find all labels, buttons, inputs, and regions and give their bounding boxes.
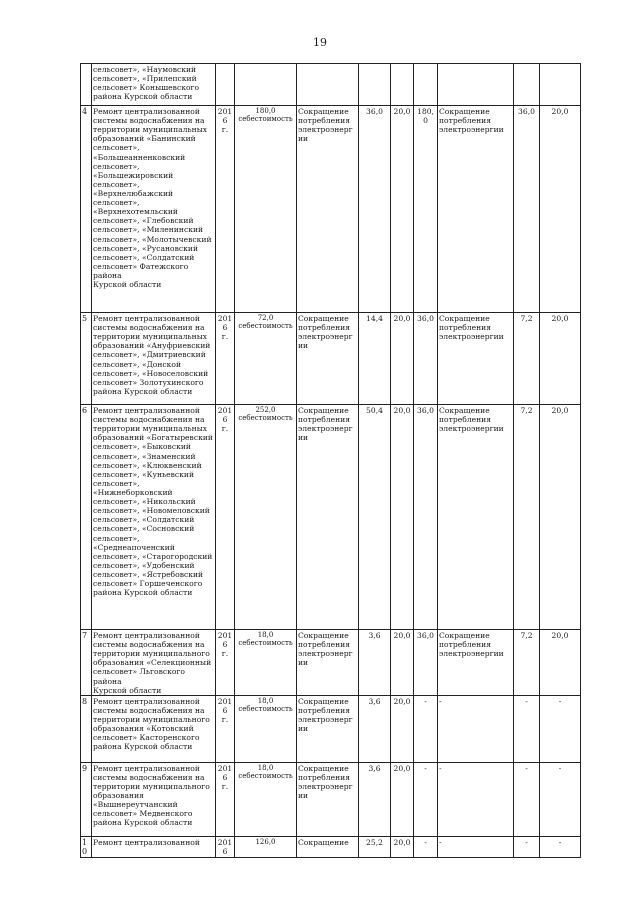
cost-value: 252,0: [255, 406, 276, 414]
cell-value-2: -: [514, 695, 540, 762]
cost-basis: себестоимость: [238, 115, 293, 124]
cost-basis: себестоимость: [238, 322, 293, 331]
table-row: [81, 405, 581, 630]
cell-value: 3,6: [359, 762, 391, 836]
cell-measure-name: сельсовет», «Наумовский сельсовет», «Прилепский сельсовет» Конышевского района Курской области: [92, 64, 216, 106]
table-row: [81, 630, 581, 696]
cost-basis: себестоимость: [238, 705, 293, 714]
cell-period-2: 20,0: [540, 630, 581, 696]
cell-cost: [235, 313, 297, 405]
cell-effect-2: Сокращение потребления электроэнергии: [438, 630, 514, 696]
cell-effect-2: Сокращение потребления электроэнергии: [438, 106, 514, 313]
cost-basis: себестоимость: [238, 639, 293, 648]
cell-period: 180,0: [414, 106, 438, 313]
cost-value: 180,0: [255, 107, 276, 115]
cell-flag: 20,0: [391, 762, 414, 836]
cell-measure-name: Ремонт централизованной системы водоснабжения на территории муниципального образования «Вышнереутчанский сельсовет» Медвенского района Курской области: [92, 762, 216, 836]
cell-effect: Сокращение потребления электроэнергии: [297, 405, 359, 630]
cell-period: -: [414, 762, 438, 836]
cell-effect: Сокращение потребления электроэнергии: [297, 313, 359, 405]
cell-effect: Сокращение потребления электроэнергии: [297, 106, 359, 313]
cell-effect-2: Сокращение потребления электроэнергии: [438, 405, 514, 630]
cell-cost: [235, 630, 297, 696]
cell-year: 2016 г.: [216, 630, 235, 696]
cell-value: 14,4: [359, 313, 391, 405]
cell-year: 2016 г.: [216, 405, 235, 630]
cell-period-2: 20,0: [540, 313, 581, 405]
table-row: [81, 836, 581, 857]
cell-flag: 20,0: [391, 106, 414, 313]
page-number: 19: [313, 36, 327, 49]
table-row: [81, 695, 581, 762]
cell-value: 25,2: [359, 836, 391, 857]
table-row: [81, 313, 581, 405]
cell-year: 2016 г.: [216, 313, 235, 405]
cell-value-2: -: [514, 762, 540, 836]
cell-flag: 20,0: [391, 695, 414, 762]
cell-period: -: [414, 695, 438, 762]
cell-effect: Сокращение потребления электроэнергии: [297, 630, 359, 696]
cell-flag: 20,0: [391, 630, 414, 696]
cell-period-2: -: [540, 762, 581, 836]
cell-flag: 20,0: [391, 405, 414, 630]
table-body: [81, 64, 581, 858]
cell-number: 8: [81, 695, 92, 762]
cell-value-2: 7,2: [514, 313, 540, 405]
cell-period-2: -: [540, 836, 581, 857]
cell-effect: Сокращение: [297, 836, 359, 857]
cell-cost: [235, 405, 297, 630]
cell-measure-name: Ремонт централизованной системы водоснабжения на территории муниципальных образований «Банинский сельсовет», «Большеанненковский сельсовет», «Большежировский сельсовет», «Верхнелюбажский сельсовет», «Верхнехотемльский сельсовет», «Глебовский сельсовет», «Миленинский сельсовет», «Молотычевский сельсовет», «Русановский сельсовет», «Солдатский сельсовет» Фатежского района Курской области: [92, 106, 216, 313]
cell-measure-name: Ремонт централизованной: [92, 836, 216, 857]
cell-value: 3,6: [359, 630, 391, 696]
cell-effect-2: -: [438, 762, 514, 836]
cell-period-2: 20,0: [540, 106, 581, 313]
cell-measure-name: Ремонт централизованной системы водоснабжения на территории муниципальных образований «Богатыревский сельсовет», «Быковский сельсовет», «Знаменский сельсовет», «Клюквенский сельсовет», «Куньевский сельсовет», «Нижнеборковский сельсовет», «Никольский сельсовет», «Новомеловский сельсовет», «Солдатский сельсовет», «Сосновский сельсовет», «Среднеапоченский сельсовет», «Старогородский сельсовет», «Удобенский сельсовет», «Ястребовский сельсовет» Горшеченского района Курской области: [92, 405, 216, 630]
table-row: [81, 106, 581, 313]
cell-measure-name: Ремонт централизованной системы водоснабжения на территории муниципального образования «Котовский сельсовет» Касторенского района Курской области: [92, 695, 216, 762]
cell-number: 10: [81, 836, 92, 857]
cell-period: 36,0: [414, 405, 438, 630]
cost-value: 18,0: [257, 631, 274, 639]
cell-value: 36,0: [359, 106, 391, 313]
cell-value-2: 36,0: [514, 106, 540, 313]
cell-value-2: 7,2: [514, 630, 540, 696]
table-row-continuation: [81, 64, 581, 106]
cell-period-2: -: [540, 695, 581, 762]
cell-effect: Сокращение потребления электроэнергии: [297, 762, 359, 836]
cell-measure-name: Ремонт централизованной системы водоснабжения на территории муниципальных образований «Ануфриевский сельсовет», «Дмитриевский сельсовет», «Донской сельсовет», «Новоселовский сельсовет» Золотухинского района Курской области: [92, 313, 216, 405]
cell-period: 36,0: [414, 630, 438, 696]
cell-value: 3,6: [359, 695, 391, 762]
cell-cost: [235, 106, 297, 313]
cell-flag: 20,0: [391, 836, 414, 857]
cell-year: 2016 г.: [216, 106, 235, 313]
cost-value: 126,0: [255, 837, 276, 846]
cell-year: 2016 г.: [216, 695, 235, 762]
cell-year: 2016 г.: [216, 762, 235, 836]
cell-value-2: 7,2: [514, 405, 540, 630]
cell-year: 2016: [216, 836, 235, 857]
cell-effect-2: Сокращение потребления электроэнергии: [438, 313, 514, 405]
cell-period: 36,0: [414, 313, 438, 405]
table-row: [81, 762, 581, 836]
cell-effect-2: -: [438, 695, 514, 762]
cell-effect: Сокращение потребления электроэнергии: [297, 695, 359, 762]
cell-number: 9: [81, 762, 92, 836]
cell-cost: [235, 762, 297, 836]
cell-number: 5: [81, 313, 92, 405]
cost-value: 72,0: [257, 314, 274, 322]
cell-value: 50,4: [359, 405, 391, 630]
cell-period: -: [414, 836, 438, 857]
cell-number: 7: [81, 630, 92, 696]
cost-value: 18,0: [257, 763, 274, 772]
cost-basis: себестоимость: [238, 414, 293, 423]
cell-cost: [235, 836, 297, 857]
cell-period-2: 20,0: [540, 405, 581, 630]
cost-basis: себестоимость: [238, 772, 293, 781]
cost-value: 18,0: [257, 696, 274, 705]
cell-number: [81, 64, 92, 106]
cell-number: 6: [81, 405, 92, 630]
measures-table: [80, 63, 581, 858]
cell-cost: [235, 695, 297, 762]
cell-effect-2: -: [438, 836, 514, 857]
cell-number: 4: [81, 106, 92, 313]
cell-measure-name: Ремонт централизованной системы водоснабжения на территории муниципального образования «Селекционный сельсовет» Льговского района Курской области: [92, 630, 216, 696]
cell-value-2: -: [514, 836, 540, 857]
cell-flag: 20,0: [391, 313, 414, 405]
